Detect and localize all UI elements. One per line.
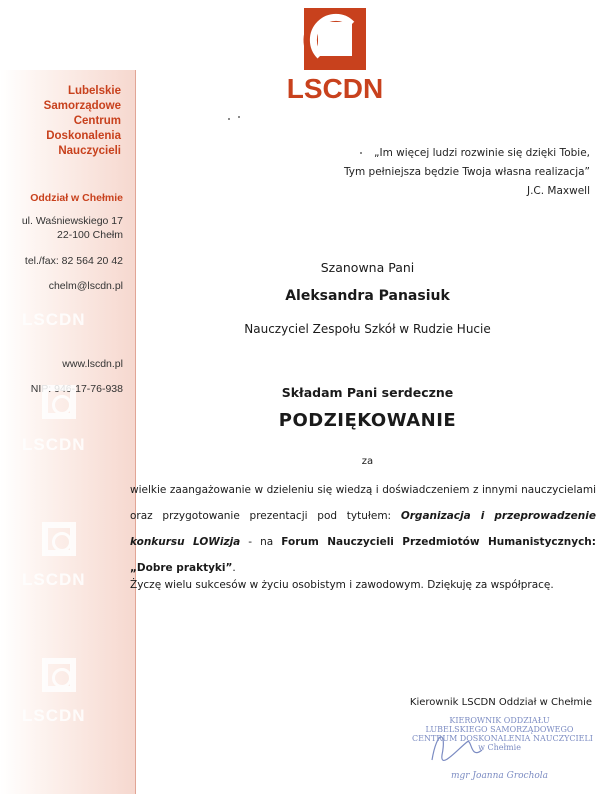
letter-za: za: [361, 456, 374, 467]
watermark-text: LSCDN: [22, 310, 86, 329]
stamp-line: LUBELSKIEGO SAMORZĄDOWEGO: [425, 725, 574, 734]
official-stamp: [412, 716, 593, 788]
body-text: wielkie zaangażowanie w dzieleniu się wiedzą i doświadczeniem z innymi nauczycielami oraz przygotowanie prezentacji pod tytułem:: [130, 484, 596, 522]
watermark-logo-icon: [42, 385, 76, 419]
signature-scribble-icon: [412, 720, 593, 780]
watermark-logo-icon: [42, 522, 76, 556]
org-line: Samorządowe: [43, 100, 121, 112]
watermark-logo-icon: [42, 658, 76, 692]
org-line: Lubelskie: [67, 85, 121, 97]
salutation: Szanowna Pani: [320, 260, 415, 275]
lscdn-logo: [280, 4, 390, 104]
phone-fax: tel./fax: 82 564 20 42: [24, 255, 123, 267]
watermark-text: LSCDN: [22, 570, 86, 589]
organization-name: [1, 84, 121, 159]
nip-number: NIP: 946-17-76-938: [30, 383, 123, 395]
org-line: Nauczycieli: [58, 145, 121, 157]
quote-line: Tym pełniejsza będzie Twoja własna realizacja”: [344, 166, 590, 178]
scan-dot: [238, 116, 240, 118]
website: www.lscdn.pl: [62, 358, 123, 370]
watermark-text: LSCDN: [22, 706, 86, 725]
branch-name: Oddział w Chełmie: [30, 192, 123, 204]
stamp-line: KIEROWNIK ODDZIAŁU: [449, 716, 550, 725]
watermark-text: LSCDN: [22, 435, 86, 454]
motto-quote: [210, 144, 590, 201]
scan-dot: [228, 118, 230, 120]
signer-title: Kierownik LSCDN Oddział w Chełmie: [409, 697, 592, 708]
recipient-name: Aleksandra Panasiuk: [285, 288, 450, 304]
email: chelm@lscdn.pl: [48, 280, 123, 292]
stamp-line: w Chełmie: [478, 743, 521, 752]
stamp-line: CENTRUM DOSKONALENIA NAUCZYCIELI: [412, 734, 593, 743]
letter-intro: Składam Pani serdeczne: [281, 385, 454, 400]
recipient-position: Nauczyciel Zespołu Szkół w Rudzie Hucie: [244, 322, 491, 336]
address-city: 22-100 Chełm: [57, 229, 123, 241]
address-street: ul. Waśniewskiego 17: [21, 215, 123, 227]
quote-line: „Im więcej ludzi rozwinie się dzięki Tobie,: [374, 147, 590, 159]
org-line: Doskonalenia: [46, 130, 121, 142]
stamp-name: mgr Joanna Grochola: [450, 771, 549, 781]
letter-body: [130, 477, 596, 581]
org-line: Centrum: [73, 115, 121, 127]
letterhead-sidebar: [0, 70, 136, 794]
lscdn-logo-mark-icon: [280, 4, 390, 74]
body-text: .: [232, 562, 236, 574]
letter-heading: PODZIĘKOWANIE: [278, 410, 457, 431]
presentation-title: Organizacja i przeprowadzenie konkursu LOWizja: [130, 510, 596, 548]
letter-wishes: Życzę wielu sukcesów w życiu osobistym i zawodowym. Dziękuję za współpracę.: [130, 579, 554, 591]
forum-name: Forum Nauczycieli Przedmiotów Humanistycznych: „Dobre praktyki”: [130, 536, 596, 574]
logo-text: LSCDN: [286, 73, 384, 104]
body-text: - na: [240, 536, 282, 548]
quote-author: J.C. Maxwell: [526, 185, 590, 197]
